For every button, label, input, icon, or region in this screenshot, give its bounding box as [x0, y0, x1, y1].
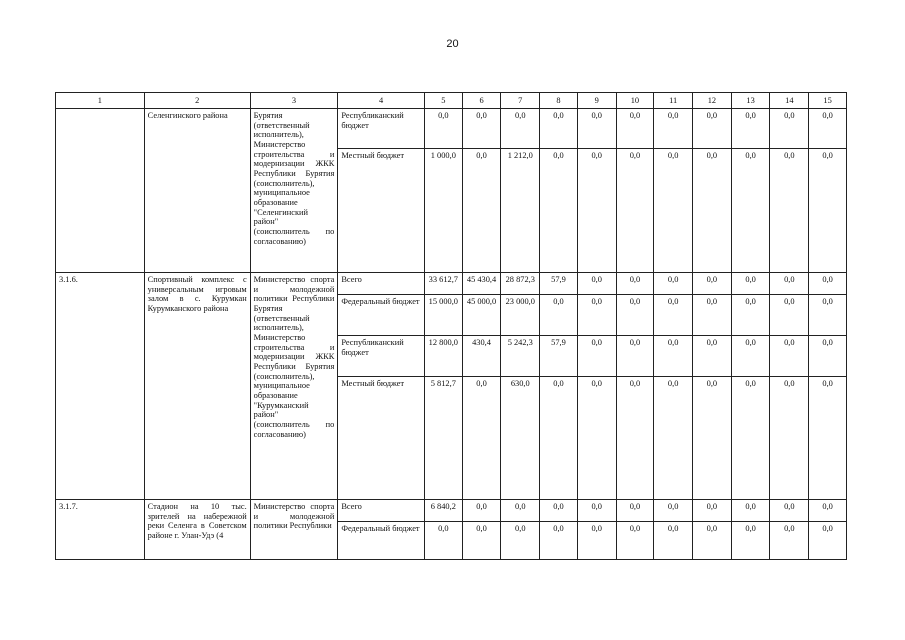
funding-source-cell: Федеральный бюджет — [338, 522, 425, 560]
value-cell: 33 612,7 — [424, 273, 462, 295]
value-cell: 1 000,0 — [424, 149, 462, 273]
value-cell: 0,0 — [577, 336, 616, 377]
value-cell: 0,0 — [731, 336, 770, 377]
header-cell: 11 — [654, 93, 693, 109]
value-cell: 0,0 — [616, 500, 654, 522]
funding-source-cell: Всего — [338, 273, 425, 295]
value-cell: 0,0 — [770, 377, 809, 500]
value-cell: 0,0 — [577, 295, 616, 336]
value-cell: 0,0 — [616, 295, 654, 336]
funding-source-cell: Всего — [338, 500, 425, 522]
value-cell: 0,0 — [577, 500, 616, 522]
object-name-cell: Стадион на 10 тыс. зрителей на набережной реки Селенга в Советском районе г. Улан-Удэ (4 — [144, 500, 250, 560]
value-cell: 0,0 — [424, 522, 462, 560]
value-cell: 0,0 — [501, 500, 540, 522]
value-cell: 0,0 — [731, 522, 770, 560]
value-cell: 0,0 — [731, 377, 770, 500]
header-cell: 5 — [424, 93, 462, 109]
value-cell: 0,0 — [693, 149, 732, 273]
header-cell: 7 — [501, 93, 540, 109]
header-cell: 8 — [540, 93, 578, 109]
value-cell: 0,0 — [501, 522, 540, 560]
value-cell: 0,0 — [616, 377, 654, 500]
value-cell: 0,0 — [654, 500, 693, 522]
value-cell: 0,0 — [693, 377, 732, 500]
value-cell: 0,0 — [462, 377, 501, 500]
value-cell: 0,0 — [577, 109, 616, 149]
value-cell: 0,0 — [462, 522, 501, 560]
value-cell: 0,0 — [809, 522, 847, 560]
value-cell: 0,0 — [462, 149, 501, 273]
value-cell: 45 000,0 — [462, 295, 501, 336]
value-cell: 0,0 — [462, 109, 501, 149]
table-row — [56, 109, 847, 149]
value-cell: 0,0 — [809, 273, 847, 295]
value-cell: 0,0 — [809, 336, 847, 377]
header-cell: 14 — [770, 93, 809, 109]
table-row — [56, 273, 847, 295]
value-cell: 0,0 — [540, 149, 578, 273]
value-cell: 1 212,0 — [501, 149, 540, 273]
funding-source-cell: Республиканский бюджет — [338, 336, 425, 377]
value-cell: 0,0 — [654, 109, 693, 149]
header-cell: 12 — [693, 93, 732, 109]
value-cell: 0,0 — [540, 295, 578, 336]
value-cell: 0,0 — [770, 522, 809, 560]
header-cell: 4 — [338, 93, 425, 109]
value-cell: 0,0 — [770, 149, 809, 273]
value-cell: 5 812,7 — [424, 377, 462, 500]
header-cell: 6 — [462, 93, 501, 109]
value-cell: 0,0 — [577, 149, 616, 273]
executor-cell: Министерство спорта и молодежной политики Республики Бурятия (ответственный исполнитель), Министерство строительства и модернизации ЖКК Республики Бурятия (соисполнитель), муниципальное образование "Курумканский район" (соисполнитель по согласованию) — [250, 273, 338, 500]
value-cell: 0,0 — [809, 500, 847, 522]
value-cell: 0,0 — [616, 336, 654, 377]
value-cell: 430,4 — [462, 336, 501, 377]
executor-cell: Министерство спорта и молодежной политики Республики — [250, 500, 338, 560]
value-cell: 0,0 — [616, 109, 654, 149]
value-cell: 0,0 — [809, 377, 847, 500]
program-funding-table — [55, 92, 847, 560]
value-cell: 0,0 — [731, 500, 770, 522]
value-cell: 0,0 — [731, 149, 770, 273]
value-cell: 0,0 — [770, 500, 809, 522]
value-cell: 0,0 — [693, 522, 732, 560]
value-cell: 0,0 — [654, 377, 693, 500]
value-cell: 6 840,2 — [424, 500, 462, 522]
value-cell: 0,0 — [616, 273, 654, 295]
value-cell: 0,0 — [770, 273, 809, 295]
value-cell: 0,0 — [654, 336, 693, 377]
item-number-cell: 3.1.6. — [56, 273, 145, 500]
value-cell: 0,0 — [770, 336, 809, 377]
value-cell: 0,0 — [693, 109, 732, 149]
value-cell: 0,0 — [654, 273, 693, 295]
header-row — [56, 93, 847, 109]
value-cell: 0,0 — [693, 500, 732, 522]
value-cell: 630,0 — [501, 377, 540, 500]
value-cell: 0,0 — [577, 377, 616, 500]
value-cell: 5 242,3 — [501, 336, 540, 377]
funding-source-cell: Федеральный бюджет — [338, 295, 425, 336]
header-cell: 15 — [809, 93, 847, 109]
header-cell: 13 — [731, 93, 770, 109]
item-number-cell — [56, 109, 145, 273]
value-cell: 0,0 — [462, 500, 501, 522]
value-cell: 45 430,4 — [462, 273, 501, 295]
header-cell: 3 — [250, 93, 338, 109]
value-cell: 0,0 — [770, 295, 809, 336]
header-cell: 9 — [577, 93, 616, 109]
object-name-cell: Спортивный комплекс с универсальным игровым залом в с. Курумкан Курумканского района — [144, 273, 250, 500]
value-cell: 0,0 — [540, 377, 578, 500]
value-cell: 0,0 — [424, 109, 462, 149]
value-cell: 0,0 — [616, 149, 654, 273]
header-cell: 2 — [144, 93, 250, 109]
value-cell: 0,0 — [809, 109, 847, 149]
table-row — [56, 500, 847, 522]
value-cell: 0,0 — [501, 109, 540, 149]
value-cell: 0,0 — [654, 522, 693, 560]
value-cell: 0,0 — [731, 295, 770, 336]
header-cell: 10 — [616, 93, 654, 109]
funding-source-cell: Местный бюджет — [338, 377, 425, 500]
value-cell: 0,0 — [654, 149, 693, 273]
value-cell: 0,0 — [616, 522, 654, 560]
page-number: 20 — [446, 38, 459, 50]
value-cell: 0,0 — [731, 273, 770, 295]
value-cell: 0,0 — [731, 109, 770, 149]
item-number-cell: 3.1.7. — [56, 500, 145, 560]
value-cell: 0,0 — [654, 295, 693, 336]
object-name-cell: Селенгинского района — [144, 109, 250, 273]
value-cell: 23 000,0 — [501, 295, 540, 336]
value-cell: 0,0 — [577, 522, 616, 560]
funding-source-cell: Республиканский бюджет — [338, 109, 425, 149]
value-cell: 0,0 — [540, 500, 578, 522]
header-cell: 1 — [56, 93, 145, 109]
funding-source-cell: Местный бюджет — [338, 149, 425, 273]
value-cell: 0,0 — [540, 109, 578, 149]
value-cell: 0,0 — [577, 273, 616, 295]
value-cell: 0,0 — [540, 522, 578, 560]
value-cell: 57,9 — [540, 336, 578, 377]
value-cell: 0,0 — [693, 273, 732, 295]
value-cell: 0,0 — [809, 149, 847, 273]
value-cell: 0,0 — [693, 295, 732, 336]
executor-cell: Бурятия (ответственный исполнитель), Министерство строительства и модернизации ЖКК Республики Бурятия (соисполнитель), муниципальное образование "Селенгинский район" (соисполнитель по согласованию) — [250, 109, 338, 273]
value-cell: 12 800,0 — [424, 336, 462, 377]
value-cell: 0,0 — [809, 295, 847, 336]
value-cell: 15 000,0 — [424, 295, 462, 336]
value-cell: 0,0 — [770, 109, 809, 149]
value-cell: 0,0 — [693, 336, 732, 377]
value-cell: 28 872,3 — [501, 273, 540, 295]
value-cell: 57,9 — [540, 273, 578, 295]
